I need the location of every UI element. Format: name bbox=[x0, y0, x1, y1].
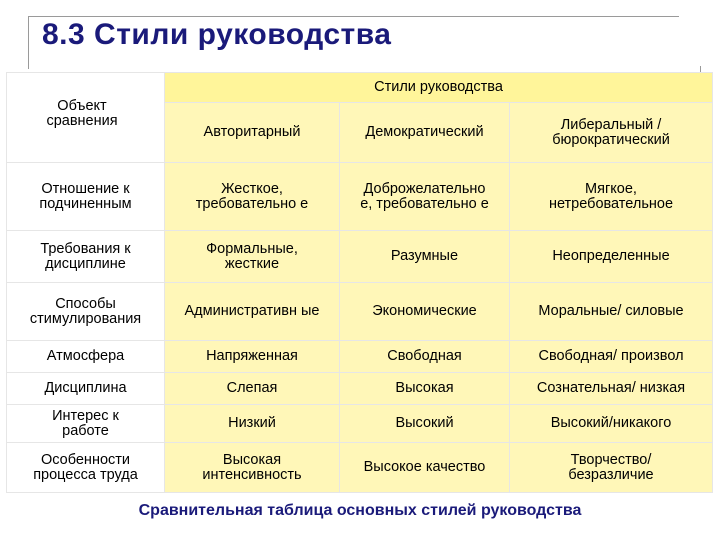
cell-text: Высокая интенсивность bbox=[202, 451, 302, 483]
corner-label: Объект сравнения bbox=[46, 98, 118, 129]
table-caption: Сравнительная таблица основных стилей руководства bbox=[138, 502, 582, 519]
table-cell bbox=[165, 163, 340, 231]
comparison-table bbox=[6, 72, 713, 493]
row-label-text: Особенности процесса труда bbox=[33, 451, 138, 483]
table-cell: Свободная bbox=[340, 341, 510, 373]
cell-text: Формальные, жесткие bbox=[206, 240, 298, 272]
table-cell bbox=[510, 443, 713, 493]
table-cell: Свободная/ произвол bbox=[510, 341, 713, 373]
cell-text: Жесткое, требовательно е bbox=[195, 180, 309, 212]
table-cell: Высокий/никакого bbox=[510, 405, 713, 443]
table-cell: Разумные bbox=[340, 231, 510, 283]
row-label-subordinates bbox=[7, 163, 165, 231]
page-title: 8.3 Стили руководства bbox=[42, 18, 392, 51]
table-cell: Моральные/ силовые bbox=[510, 283, 713, 341]
column-header-democratic: Демократический bbox=[340, 103, 510, 163]
table-cell: Высокий bbox=[340, 405, 510, 443]
table-cell bbox=[165, 231, 340, 283]
row-label-atmosphere: Атмосфера bbox=[7, 341, 165, 373]
table-cell bbox=[165, 283, 340, 341]
table-cell bbox=[165, 443, 340, 493]
cell-text: Доброжелательно е, требовательно е bbox=[360, 180, 489, 212]
corner-cell bbox=[7, 73, 165, 163]
row-label-discipline: Дисциплина bbox=[7, 373, 165, 405]
row-label-text: Способы стимулирования bbox=[29, 295, 142, 327]
cell-text: Мягкое, нетребовательное bbox=[548, 180, 674, 212]
group-header: Стили руководства bbox=[165, 73, 713, 103]
table-cell: Сознательная/ низкая bbox=[510, 373, 713, 405]
row-label-discipline-req bbox=[7, 231, 165, 283]
row-label-work-process bbox=[7, 443, 165, 493]
table-cell: Слепая bbox=[165, 373, 340, 405]
table-cell bbox=[510, 163, 713, 231]
table-cell: Высокая bbox=[340, 373, 510, 405]
table-cell: Высокое качество bbox=[340, 443, 510, 493]
cell-text: Административн ые bbox=[184, 303, 320, 319]
row-label-text: Отношение к подчиненным bbox=[39, 180, 132, 212]
table-cell: Напряженная bbox=[165, 341, 340, 373]
row-label-text: Интерес к работе bbox=[52, 407, 119, 439]
table-cell: Неопределенные bbox=[510, 231, 713, 283]
cell-text: Творчество/ безразличие bbox=[568, 451, 654, 483]
row-label-text: Требования к дисциплине bbox=[40, 240, 131, 272]
column-header-authoritarian: Авторитарный bbox=[165, 103, 340, 163]
row-label-stimulation bbox=[7, 283, 165, 341]
table-cell: Низкий bbox=[165, 405, 340, 443]
table-cell: Экономические bbox=[340, 283, 510, 341]
row-label-interest bbox=[7, 405, 165, 443]
table-cell bbox=[340, 163, 510, 231]
column-header-liberal: Либеральный / бюрократический bbox=[510, 103, 713, 163]
